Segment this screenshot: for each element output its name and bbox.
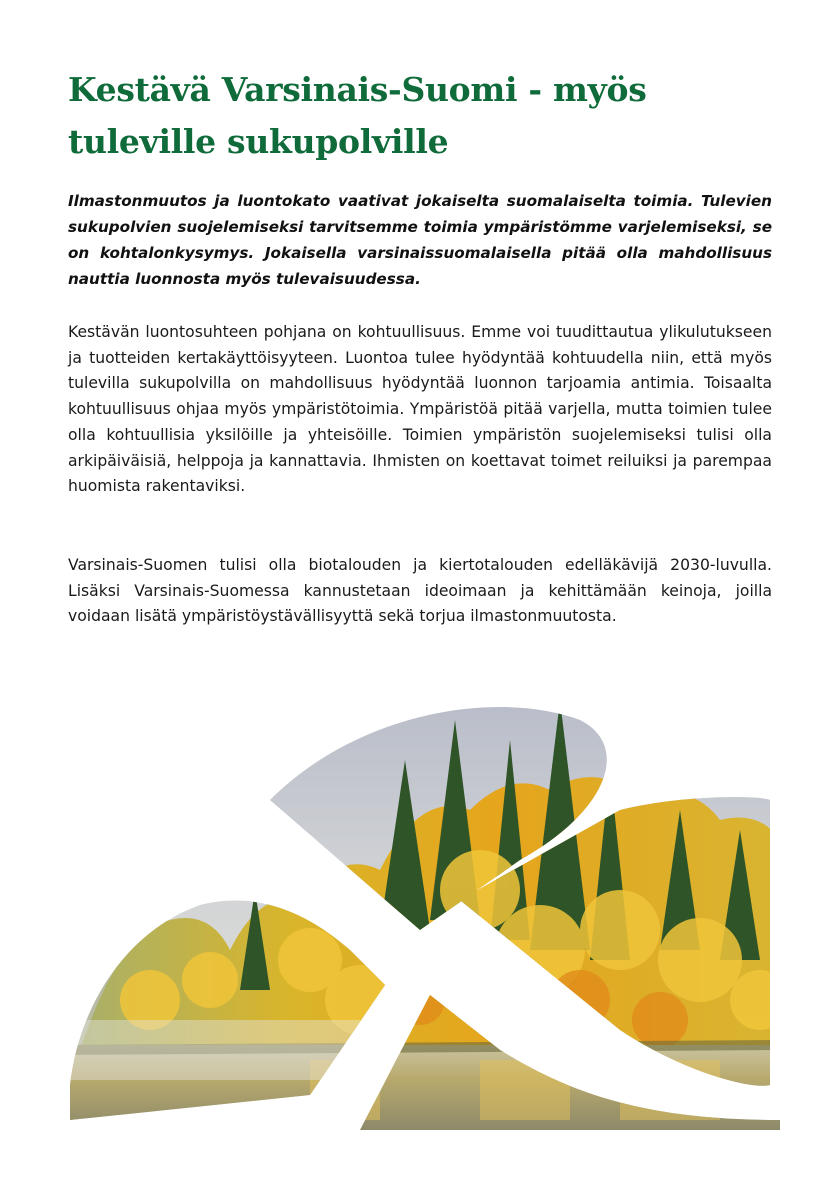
lead-paragraph: Ilmastonmuutos ja luontokato vaativat jokaiselta suomalaiselta toimia. Tulevien sukupolvien suojelemiseksi tarvitsemme toimia ympäristömme varjelemiseksi, se on kohtalonkysymys. Jokaisella varsinaissuomalaisella pitää olla mahdollisuus nauttia luonnosta myös tulevaisuudessa. xyxy=(68,192,772,288)
body-paragraph-1: Kestävän luontosuhteen pohjana on kohtuullisuus. Emme voi tuudittautua ylikulutukseen ja tuotteiden kertakäyttöisyyteen. Luontoa tulee hyödyntää kohtuudella niin, että myös tulevilla sukupolvilla on mahdollisuus hyödyntää luonnon tarjoamia antimia. Toisaalta kohtuullisuus ohjaa myös ympäristötoimia. Ympäristöä pitää varjella, mutta toimien tulee olla kohtuullisia yksilöille ja yhteisöille. Toimien ympäristön suojelemiseksi tulisi olla arkipäiväisiä, helppoja ja kannattavia. Ihmisten on koettavat toimet reiluiksi ja parempaa huomista rakentaviksi. xyxy=(68,323,772,496)
body-paragraph-2: Varsinais-Suomen tulisi olla biotalouden ja kiertotalouden edelläkävijä 2030-luvulla. Lisäksi Varsinais-Suomessa kannustetaan ideoimaan ja kehittämään keinoja, joilla voidaan lisätä ympäristöystävällisyyttä sekä torjua ilmastonmuutosta. xyxy=(68,556,772,626)
page-title: Kestävä Varsinais-Suomi - myös tuleville sukupolville xyxy=(68,70,647,161)
autumn-forest-lake-icon xyxy=(60,700,780,1130)
